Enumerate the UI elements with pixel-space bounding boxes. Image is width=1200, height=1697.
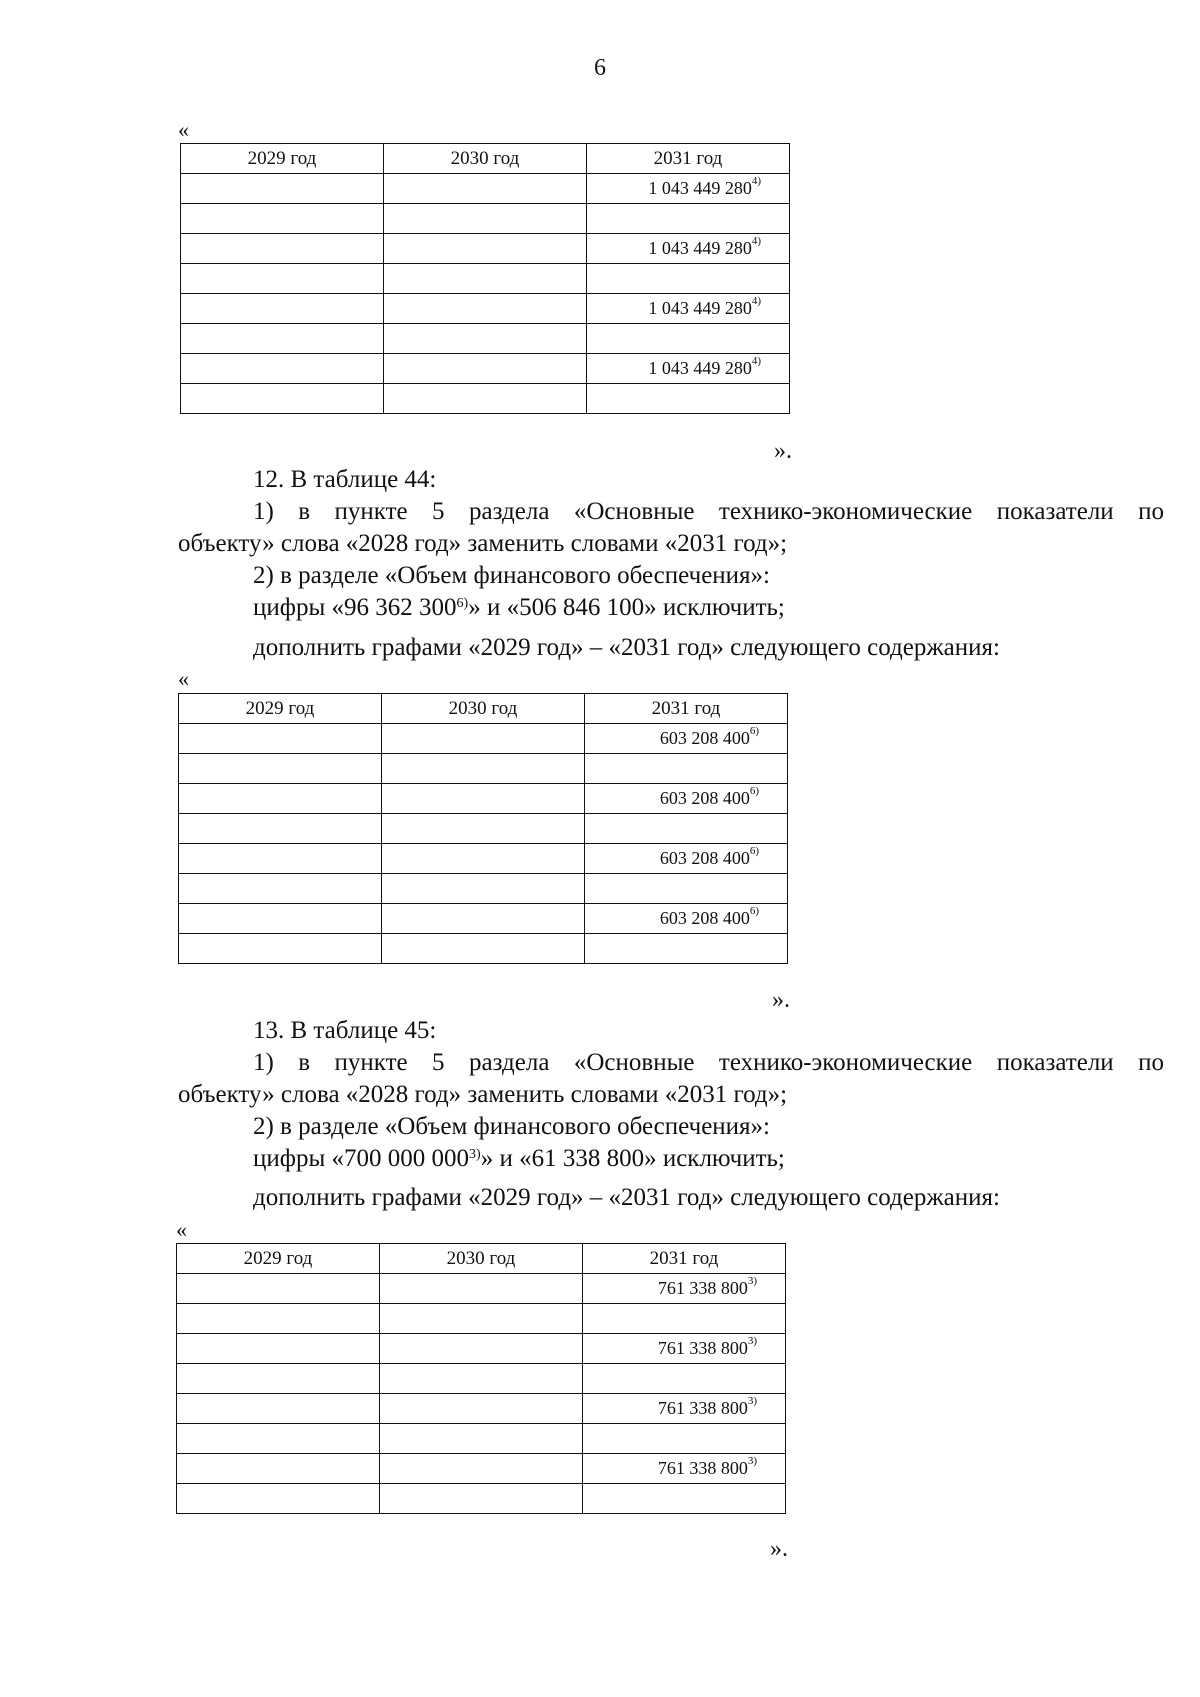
page-number: 6	[594, 55, 606, 81]
header-2029: 2029 год	[179, 694, 382, 724]
section-13-item-2: 2) в разделе «Объем финансового обеспечения»:	[253, 1113, 771, 1140]
value-cell: 1 043 449 280$^{4)}$	[587, 294, 790, 324]
table-row	[177, 1394, 786, 1424]
value-cell: 1 043 449 280$^{4)}$	[587, 234, 790, 264]
section-12-item-1-line-1: 1) в пункте 5 раздела «Основные технико-экономические показатели по	[253, 498, 1164, 525]
value-cell: 761 338 800$^{3)}$	[583, 1274, 786, 1304]
table-row	[177, 1364, 786, 1394]
open-quote: «	[178, 117, 189, 142]
value-cell: 1 043 449 280$^{4)}$	[587, 174, 790, 204]
table-row	[179, 814, 788, 844]
section-12-item-1-line-2: объекту» слова «2028 год» заменить словами «2031 год»;	[178, 530, 788, 557]
table-row	[181, 324, 790, 354]
header-2031: 2031 год	[587, 144, 790, 174]
section-13-item-1-line-2: объекту» слова «2028 год» заменить словами «2031 год»;	[178, 1081, 788, 1108]
amendment-table-1	[180, 143, 790, 414]
value-cell: 603 208 400$^{6)}$	[585, 724, 788, 754]
header-2031: 2031 год	[583, 1244, 786, 1274]
section-12-heading: 12. В таблице 44:	[253, 466, 437, 493]
value-cell: 603 208 400$^{6)}$	[585, 784, 788, 814]
header-2031: 2031 год	[585, 694, 788, 724]
close-quote: ».	[770, 1536, 788, 1562]
table-row	[179, 904, 788, 934]
value-cell: 761 338 800$^{3)}$	[583, 1334, 786, 1364]
header-2030: 2030 год	[382, 694, 585, 724]
close-quote: ».	[772, 987, 790, 1013]
table-row	[181, 234, 790, 264]
table-row	[179, 754, 788, 784]
section-13-supplement: дополнить графами «2029 год» – «2031 год» следующего содержания:	[253, 1184, 1000, 1211]
header-2030: 2030 год	[380, 1244, 583, 1274]
close-quote: ».	[774, 438, 792, 464]
table-row	[179, 844, 788, 874]
table-row	[181, 384, 790, 414]
table-row	[179, 724, 788, 754]
table-row	[179, 784, 788, 814]
section-13-heading: 13. В таблице 45:	[253, 1017, 437, 1044]
value-cell: 603 208 400$^{6)}$	[585, 844, 788, 874]
section-12-digits: цифры «96 362 300$^{6)}$» и «506 846 100» исключить;	[253, 594, 785, 621]
section-13-digits: цифры «700 000 000$^{3)}$» и «61 338 800» исключить;	[253, 1145, 785, 1172]
table-row	[181, 264, 790, 294]
header-2029: 2029 год	[181, 144, 384, 174]
table-row	[181, 204, 790, 234]
value-cell: 603 208 400$^{6)}$	[585, 904, 788, 934]
table-row	[177, 1424, 786, 1454]
header-2030: 2030 год	[384, 144, 587, 174]
table-header-row	[179, 694, 788, 724]
amendment-table-3	[176, 1243, 786, 1514]
header-2029: 2029 год	[177, 1244, 380, 1274]
table-row	[181, 294, 790, 324]
table-row	[177, 1274, 786, 1304]
open-quote: «	[176, 1217, 187, 1242]
table-row	[179, 934, 788, 964]
value-cell: 761 338 800$^{3)}$	[583, 1454, 786, 1484]
table-header-row	[181, 144, 790, 174]
value-cell: 761 338 800$^{3)}$	[583, 1394, 786, 1424]
table-row	[177, 1484, 786, 1514]
table-row	[179, 874, 788, 904]
open-quote: «	[178, 666, 189, 691]
value-cell: 1 043 449 280$^{4)}$	[587, 354, 790, 384]
table-row	[177, 1334, 786, 1364]
table-row	[177, 1454, 786, 1484]
table-header-row	[177, 1244, 786, 1274]
section-12-item-2: 2) в разделе «Объем финансового обеспечения»:	[253, 562, 771, 589]
section-12-supplement: дополнить графами «2029 год» – «2031 год» следующего содержания:	[253, 634, 1000, 661]
table-row	[181, 174, 790, 204]
amendment-table-2	[178, 693, 788, 964]
table-row	[177, 1304, 786, 1334]
table-row	[181, 354, 790, 384]
section-13-item-1-line-1: 1) в пункте 5 раздела «Основные технико-экономические показатели по	[253, 1049, 1164, 1076]
